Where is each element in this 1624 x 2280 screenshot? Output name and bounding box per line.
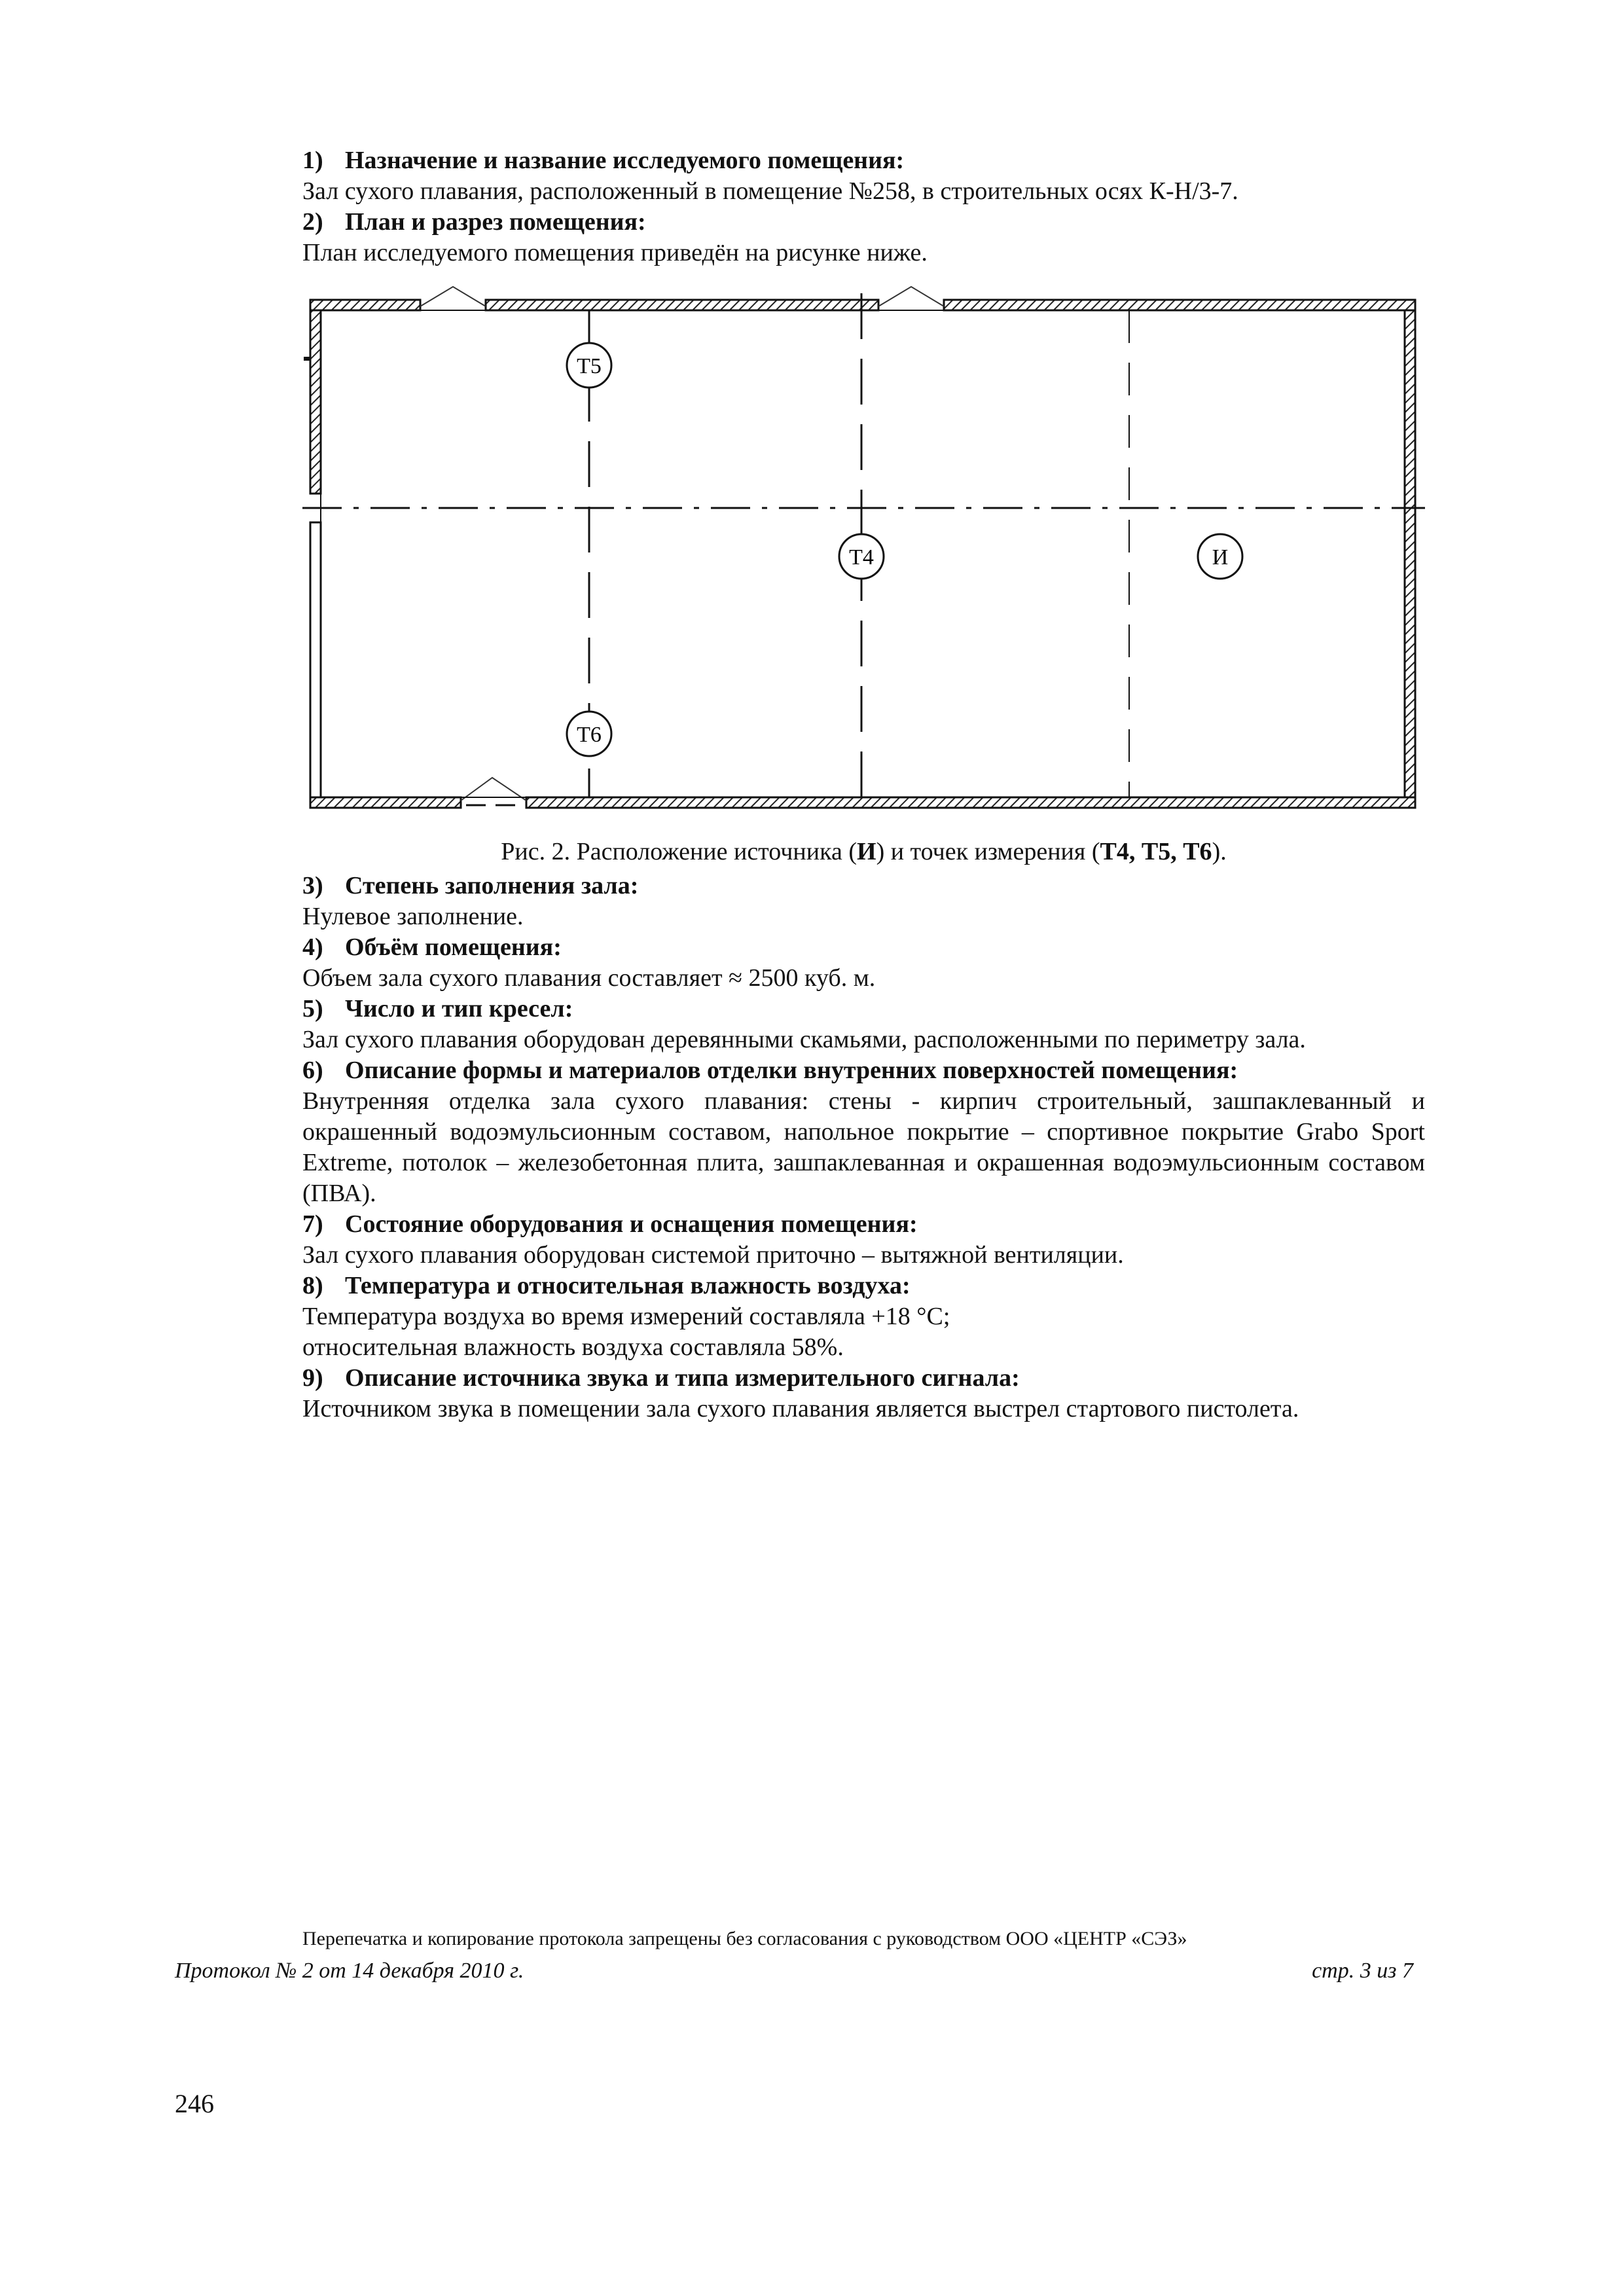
wall-bottom-segment: [310, 797, 461, 808]
footer-page-counter: стр. 3 из 7: [1312, 1959, 1413, 1983]
section-4-heading: [302, 932, 1425, 963]
section-7-heading: [302, 1209, 1425, 1240]
section-7-number: 7): [302, 1210, 323, 1238]
section-8-text-humidity: относительная влажность воздуха составляла 58%.: [302, 1333, 844, 1361]
section-6-heading: [302, 1055, 1425, 1086]
marker-source: [1198, 534, 1242, 579]
floor-plan-drawing: [302, 274, 1425, 837]
section-1-number: 1): [302, 147, 323, 174]
section-2-title: План и разрез помещения:: [345, 208, 646, 236]
figure-caption: [302, 837, 1425, 867]
page-number: 246: [175, 2089, 214, 2118]
section-4-title: Объём помещения:: [345, 933, 562, 961]
section-7-text: Зал сухого плавания оборудован системой приточно – вытяжной вентиляции.: [302, 1241, 1124, 1269]
wall-top-segment: [486, 300, 878, 310]
section-9-text: Источником звука в помещении зала сухого плавания является выстрел стартового пистолета.: [302, 1395, 1299, 1422]
section-4-number: 4): [302, 933, 323, 961]
section-3-text: Нулевое заполнение.: [302, 903, 524, 930]
section-9-number: 9): [302, 1364, 323, 1392]
wall-left: [310, 310, 321, 494]
caption-prefix: Рис. 2. Расположение источника (: [501, 838, 857, 865]
section-3-heading: [302, 871, 1425, 901]
section-6-title: Описание формы и материалов отделки внутренних поверхностей помещения:: [345, 1057, 1238, 1084]
section-7-title: Состояние оборудования и оснащения помещения:: [345, 1210, 918, 1238]
section-8-text-temperature: Температура воздуха во время измерений составляла +18 °С;: [302, 1303, 950, 1330]
section-5-title: Число и тип кресел:: [345, 995, 573, 1022]
wall-top-segment: [310, 300, 420, 310]
section-1-heading: [302, 145, 1425, 176]
footer-protocol: Протокол № 2 от 14 декабря 2010 г.: [175, 1959, 524, 1983]
section-3-number: 3): [302, 872, 323, 899]
marker-t5: [567, 343, 611, 388]
footer-copyright-note: Перепечатка и копирование протокола запрещены без согласования с руководством ООО «ЦЕНТР «СЭЗ»: [302, 1928, 1187, 1949]
caption-suffix: ).: [1212, 838, 1227, 865]
wall-bottom-segment: [526, 797, 1415, 808]
wall-left-lower: [310, 522, 321, 797]
section-2-text: План исследуемого помещения приведён на рисунке ниже.: [302, 239, 928, 266]
section-6-number: 6): [302, 1057, 323, 1084]
marker-t4: [839, 534, 884, 579]
section-2-number: 2): [302, 208, 323, 236]
section-9-title: Описание источника звука и типа измерительного сигнала:: [345, 1364, 1020, 1392]
caption-middle: ) и точек измерения (: [876, 838, 1100, 865]
marker-t5-label: Т5: [577, 354, 602, 378]
section-1-text: Зал сухого плавания, расположенный в помещение №258, в строительных осях К-Н/3-7.: [302, 177, 1238, 205]
section-6-text: Внутренняя отделка зала сухого плавания: стены - кирпич строительный, зашпаклеванный и окрашенный водоэмульсионным составом, напольное покрытие – спортивное покрытие Grabo Sport Extreme, потолок – железобетонная плита, зашпаклеванная и окрашенная водоэмульсионным составом (ПВА).: [302, 1087, 1425, 1207]
section-3-title: Степень заполнения зала:: [345, 872, 639, 899]
wall-top-segment: [944, 300, 1415, 310]
marker-t4-label: Т4: [849, 545, 874, 570]
marker-source-label: И: [1212, 545, 1229, 570]
door-swing: [878, 287, 944, 306]
section-5-number: 5): [302, 995, 323, 1022]
section-2-heading: [302, 207, 1425, 238]
caption-points: Т4, Т5, Т6: [1100, 838, 1212, 865]
document-body: [302, 145, 1425, 1424]
wall-right: [1405, 310, 1415, 808]
section-5-heading: [302, 994, 1425, 1024]
caption-source: И: [857, 838, 876, 865]
section-4-text: Объем зала сухого плавания составляет ≈ 2500 куб. м.: [302, 964, 876, 992]
section-9-heading: [302, 1363, 1425, 1394]
marker-t6: [567, 712, 611, 756]
floor-plan-figure: [302, 274, 1425, 871]
section-1-title: Назначение и название исследуемого помещения:: [345, 147, 905, 174]
section-5-text: Зал сухого плавания оборудован деревянными скамьями, расположенными по периметру зала.: [302, 1026, 1306, 1053]
section-8-number: 8): [302, 1272, 323, 1299]
section-8-title: Температура и относительная влажность воздуха:: [345, 1272, 911, 1299]
marker-t6-label: Т6: [577, 723, 602, 747]
section-8-heading: [302, 1271, 1425, 1301]
door-swing: [420, 287, 486, 306]
